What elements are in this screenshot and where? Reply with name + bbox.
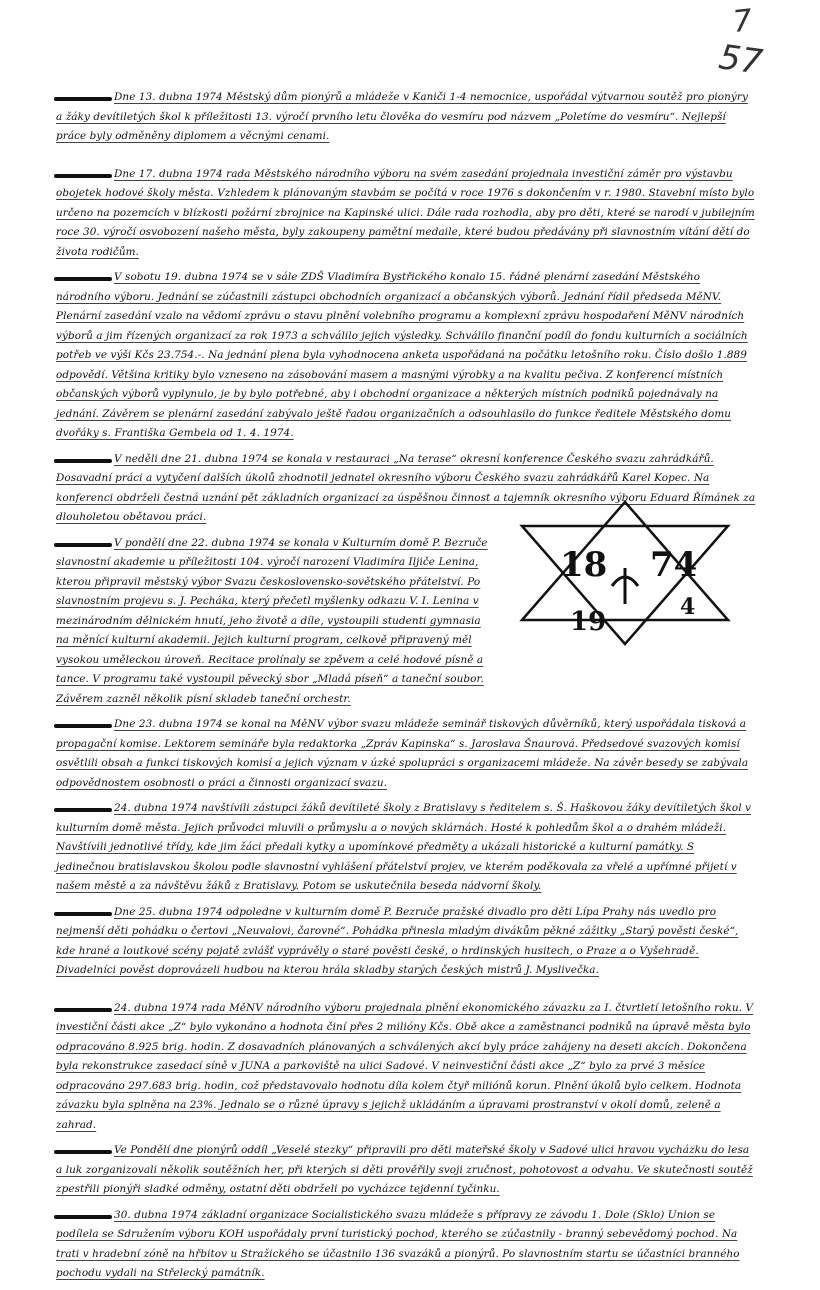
chronicle-entry — [56, 799, 756, 897]
entry-text: V pondělí dne 22. dubna 1974 se konala v Kulturním domě P. Bezruče slavnostní akademie u příležitosti 104. výročí narození Vladimíra Iljiče Lenina, kterou připravil městský výbor Svazu československo-sovětského přátelství. Po slavnostním projevu s. J. Pecháka, který přečetl myšlenky odkazu V. I. Lenina v mezinárodním dělnickém hnutí, jeho životě a díle, vystoupili studenti gymnasia na měnící kulturní akademii. Jejich kulturní program, celkově připravený měl vysokou uměleckou úroveň. Recitace prolínaly se zpěvem a celé hodové písně a tance. V programu také vystoupil pěvecký sbor „Mladá píseň“ a taneční soubor. Závěrem zazněl několik písní skladeb taneční orchestr. — [56, 536, 488, 705]
chronicle-entry — [56, 1206, 756, 1284]
chronicle-entry — [56, 903, 756, 981]
entry-text: V sobotu 19. dubna 1974 se v sále ZDŠ Vladimíra Bystřického konalo 15. řádné plenární zasedání Městského národního výboru. Jednání se zúčastnili zástupci obchodních organizací a občanských výborů. Jednání řídil předseda MěNV. Plenární zasedání vzalo na vědomí zprávu o stavu plnění volebního programu a komplexní zprávu hospodaření MěNV národních výborů a jim řízených organizací za rok 1973 a schválilo jejich výsledky. Schválilo finanční podíl do fondu kulturních a sociálních potřeb ve výši Kčs 23.754.-. Na jednání plena byla vyhodnocena anketa uspořádaná na počátku letošního roku. Číslo došlo 1.889 odpovědí. Většina kritiky bylo vzneseno na zásobování masem a masnými výrobky a na kvalitu pečiva. Z konferencí místních občanských výborů vyplynulo, je by bylo potřebné, aby i obchodní organizace a některých místních podniků pojednávaly na jednání. Závěrem se plenární zasedání zabývalo ještě řadou organizačních a odsouhlasilo do funkce ředitele Městského domu dvořáky s. Františka Gembela od 1. 4. 1974. — [56, 271, 748, 439]
anniversary-star-emblem — [500, 498, 750, 648]
entry-text: Dne 25. dubna 1974 odpoledne v kulturním domě P. Bezruče pražské divadlo pro děti Lípa Prahy nás uvedlo pro nejmenší děti pohádku o čertovi „Neuvalovi, čarovné“. Pohádka přinesla mladým divákům pěkné zážitky „Starý pověsti české“, kde hrané a loutkové scény pojatě zvlášť vyprávěly o staré pověsti české, o hrdinských husitech, o Praze a o Vyšehradě. Divadelníci pověst doprovázeli hudbou na kterou hrála skladby starých českých mistrů J. Myslivečka. — [56, 905, 739, 976]
emblem-year-74: 74 — [650, 545, 698, 585]
entry-bullet — [54, 1215, 112, 1219]
emblem-year-19: 19 — [570, 607, 607, 637]
page-number: 7 — [731, 3, 754, 40]
entry-bullet — [54, 543, 112, 547]
entry-text: V neděli dne 21. dubna 1974 se konala v restauraci „Na terase“ okresní konference Českého svazu zahrádkářů. Dosavadní práci a vytyčení dalších úkolů zhodnotil jednatel okresního výboru Českého svazu zahrádkářů Karel Kopec. Na konferenci obdrželi čestná uznání pět základních organizací za úspěšnou činnost a tajemník okresního výboru Eduard Římánek za dlouholetou obětavou práci. — [56, 452, 756, 523]
chronicle-entries — [56, 88, 756, 1290]
emblem-year-18: 18 — [560, 545, 608, 585]
entry-bullet — [54, 1008, 112, 1012]
chronicle-entry — [56, 165, 756, 263]
emblem-hammer-sickle-icon — [612, 568, 638, 604]
entry-text: Ve Pondělí dne pionýrů oddíl „Veselé stezky“ připravili pro děti mateřské školy v Sadové ulici hravou vycházku do lesa a luk zorganizovali několik soutěžních her, při kterých si děti prověřily svoji zručnost, pohotovost a odvahu. Ve skutečnosti soutěž zpestřili pionýři sladké odměny, ostatní děti obdrželi po vycházce tejdenní tyčinku. — [56, 1144, 753, 1195]
entry-bullet — [54, 97, 112, 101]
entry-bullet — [54, 277, 112, 281]
archive-number: 57 — [716, 37, 765, 83]
entry-bullet — [54, 724, 112, 728]
entry-bullet — [54, 912, 112, 916]
entry-text: Dne 23. dubna 1974 se konal na MěNV výbor svazu mládeže seminář tiskových důvěrníků, který uspořádala tisková a propagační komise. Lektorem semináře byla redaktorka „Zpráv Kapinska“ s. Jaroslava Šnaurová. Předsedové svazových komisí osvětlili obsah a funkci tiskových komisí a jejich význam v úzké spolupráci s organizacemi mládeže. Na závěr besedy se zabývala odpovědnostem osobnosti o práci a činnosti organizací svazu. — [56, 718, 749, 789]
entry-bullet — [54, 1150, 112, 1154]
chronicle-entry — [56, 715, 756, 793]
chronicle-entry — [56, 999, 756, 1136]
entry-text: 24. dubna 1974 rada MěNV národního výboru projednala plnění ekonomického závazku za I. čtvrtletí letošního roku. V investiční části akce „Z“ bylo vykonáno a hodnota činí přes 2 milióny Kčs. Obě akce a zaměstnanci podniků na úpravě města bylo odpracováno 8.925 brig. hodin. Z dosavadních plánovaných a schválených akcí byly práce zahájeny na deseti akcích. Dokončena byla rekonstrukce zasedací síně v JUNA a parkoviště na ulici Sadové. V neinvestiční části akce „Z“ bylo za prvé 3 měsíce odpracováno 297.683 brig. hodin, což představovalo hodnotu díla kolem čtyř miliónů korun. Plnění úkolů bylo celkem. Hodnota závazku byla splněna na 23%. Jednalo se o různé úpravy s jejichž ukládáním a úpravami prostranství v okolí domů, zeleně a zahrad. — [56, 1001, 754, 1131]
entry-text: 30. dubna 1974 základní organizace Socialistického svazu mládeže s přípravy ze závodu 1. Dole (Sklo) Union se podílela se Sdružením výboru KOH uspořádaly první turistický pochod, kterého se zúčastnily - branný sebevědomý pochod. Na trati v hradební zóně na hřbitov u Stražického se účastnilo 136 svazáků a pionýrů. Po slavnostním startu se účastníci branného pochodu vydali na Střelecký památník. — [56, 1208, 740, 1279]
chronicle-entry — [56, 1141, 756, 1200]
entry-text: Dne 13. dubna 1974 Městský dům pionýrů a mládeže v Kaniči 1-4 nemocnice, uspořádal výtvarnou soutěž pro pionýry a žáky devítiletých škol k příležitosti 13. výročí prvního letu člověka do vesmíru pod názvem „Poletíme do vesmíru“. Nejlepší práce byly odměněny diplomem a věcnými cenami. — [56, 91, 748, 142]
emblem-year-4: 4 — [680, 594, 696, 620]
chronicle-entry — [56, 268, 756, 444]
entry-text: Dne 17. dubna 1974 rada Městského národního výboru na svém zasedání projednala investiční záměr pro výstavbu obojetek hodové školy města. Vzhledem k plánovaným stavbám se počítá v roce 1976 s dokončením v r. 1980. Stavební místo bylo určeno na pozemcích v blízkosti požární zbrojnice na Kapinské ulici. Dále rada rozhodla, aby pro děti, které se narodí v jubilejním roce 30. výročí osvobození našeho města, byly zakoupeny pamětní medaile, které budou předávány při slavnostním vítání dětí do života rodičům. — [56, 167, 755, 258]
entry-bullet — [54, 459, 112, 463]
chronicle-entry — [56, 88, 756, 147]
entry-bullet — [54, 808, 112, 812]
entry-text: 24. dubna 1974 navštívili zástupci žáků devítileté školy z Bratislavy s ředitelem s. Š. Haškovou žáky devítiletých škol v kulturním domě města. Jejich průvodci mluvili o průmyslu a o nových sklárnách. Hosté k pohledům škol a o drahém mládeži. Navštívili jednotlivé třídy, kde jim žáci předali kytky a upomínkové předměty a ukázali historické a kulturní památky. S jedinečnou bratislavskou školou podle slavnostní vyhlášení přátelství projev, ve kterém poděkovala za vřelé a upřímné přijetí v našem městě a za návštěvu žáků z Bratislavy. Potom se uskutečnila beseda nádvorní školy. — [56, 802, 752, 892]
entry-bullet — [54, 174, 112, 178]
